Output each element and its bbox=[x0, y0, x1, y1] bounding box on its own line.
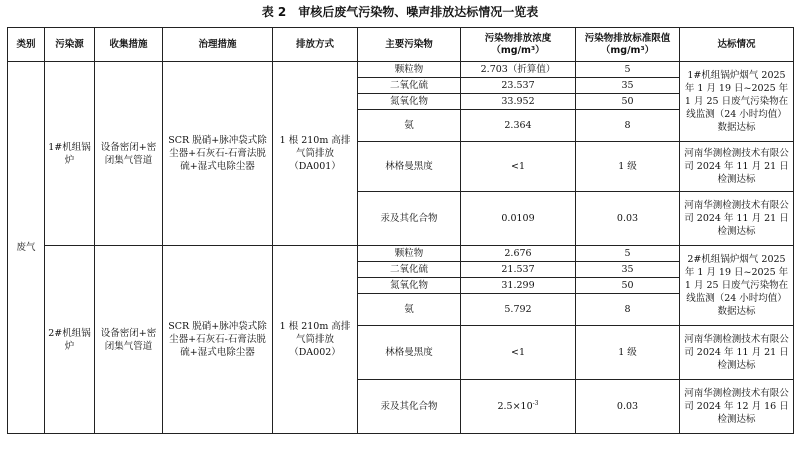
collection-cell: 设备密闭+密闭集气管道 bbox=[95, 246, 163, 434]
limit-cell: 1 级 bbox=[576, 142, 680, 192]
pollutant-cell: 汞及其化合物 bbox=[358, 192, 461, 246]
header-concentration bbox=[461, 28, 576, 62]
limit-cell: 5 bbox=[576, 246, 680, 262]
concentration-cell bbox=[461, 380, 576, 434]
limit-cell: 0.03 bbox=[576, 380, 680, 434]
pollutant-cell: 林格曼黑度 bbox=[358, 142, 461, 192]
discharge-cell: 1 根 210m 高排气筒排放（DA002） bbox=[273, 246, 358, 434]
header-status: 达标情况 bbox=[680, 28, 794, 62]
header-limit bbox=[576, 28, 680, 62]
limit-cell: 50 bbox=[576, 278, 680, 294]
header-limit-unit: （mg/m³） bbox=[600, 44, 655, 56]
header-discharge: 排放方式 bbox=[273, 28, 358, 62]
concentration-cell: 23.537 bbox=[461, 78, 576, 94]
pollutant-cell: 氮氧化物 bbox=[358, 278, 461, 294]
concentration-cell: <1 bbox=[461, 326, 576, 380]
header-concentration-unit: （mg/m³） bbox=[491, 44, 545, 56]
concentration-cell: 31.299 bbox=[461, 278, 576, 294]
concentration-value: 2.5×10 bbox=[497, 401, 533, 412]
table-row bbox=[8, 246, 794, 262]
header-collection: 收集措施 bbox=[95, 28, 163, 62]
limit-cell: 5 bbox=[576, 62, 680, 78]
pollutant-cell: 颗粒物 bbox=[358, 62, 461, 78]
header-treatment: 治理措施 bbox=[163, 28, 273, 62]
limit-cell: 8 bbox=[576, 110, 680, 142]
pollutant-cell: 汞及其化合物 bbox=[358, 380, 461, 434]
concentration-cell: 33.952 bbox=[461, 94, 576, 110]
header-row bbox=[8, 28, 794, 62]
collection-cell: 设备密闭+密闭集气管道 bbox=[95, 62, 163, 246]
pollutant-cell: 二氧化硫 bbox=[358, 262, 461, 278]
status-cell: 河南华测检测技术有限公司 2024 年 11 月 21 日检测达标 bbox=[680, 192, 794, 246]
concentration-cell: 2.364 bbox=[461, 110, 576, 142]
status-cell: 河南华测检测技术有限公司 2024 年 11 月 21 日检测达标 bbox=[680, 326, 794, 380]
concentration-cell: 5.792 bbox=[461, 294, 576, 326]
header-concentration-label: 污染物排放浓度 bbox=[484, 32, 552, 44]
header-category: 类别 bbox=[8, 28, 45, 62]
pollutant-cell: 氮氧化物 bbox=[358, 94, 461, 110]
concentration-cell: 21.537 bbox=[461, 262, 576, 278]
discharge-cell: 1 根 210m 高排气筒排放（DA001） bbox=[273, 62, 358, 246]
pollutant-cell: 颗粒物 bbox=[358, 246, 461, 262]
emission-table bbox=[7, 27, 794, 434]
header-limit-label: 污染物排放标准限值 bbox=[584, 32, 671, 44]
table-row bbox=[8, 62, 794, 78]
limit-cell: 0.03 bbox=[576, 192, 680, 246]
status-cell: 河南华测检测技术有限公司 2024 年 12 月 16 日检测达标 bbox=[680, 380, 794, 434]
pollutant-cell: 林格曼黑度 bbox=[358, 326, 461, 380]
treatment-cell: SCR 脱硝+脉冲袋式除尘器+石灰石-石膏法脱硫+湿式电除尘器 bbox=[163, 246, 273, 434]
concentration-cell: 2.703（折算值） bbox=[461, 62, 576, 78]
header-pollutant: 主要污染物 bbox=[358, 28, 461, 62]
pollutant-cell: 二氧化硫 bbox=[358, 78, 461, 94]
concentration-exponent: -3 bbox=[532, 399, 539, 407]
limit-cell: 35 bbox=[576, 262, 680, 278]
limit-cell: 35 bbox=[576, 78, 680, 94]
source-cell: 1#机组锅炉 bbox=[45, 62, 95, 246]
status-cell: 河南华测检测技术有限公司 2024 年 11 月 21 日检测达标 bbox=[680, 142, 794, 192]
concentration-cell: 2.676 bbox=[461, 246, 576, 262]
limit-cell: 50 bbox=[576, 94, 680, 110]
treatment-cell: SCR 脱硝+脉冲袋式除尘器+石灰石-石膏法脱硫+湿式电除尘器 bbox=[163, 62, 273, 246]
source-cell: 2#机组锅炉 bbox=[45, 246, 95, 434]
pollutant-cell: 氨 bbox=[358, 294, 461, 326]
status-cell: 2#机组锅炉烟气 2025 年 1 月 19 日~2025 年 1 月 25 日废气污染物在线监测（24 小时均值）数据达标 bbox=[680, 246, 794, 326]
header-source: 污染源 bbox=[45, 28, 95, 62]
concentration-cell: <1 bbox=[461, 142, 576, 192]
status-cell: 1#机组锅炉烟气 2025 年 1 月 19 日~2025 年 1 月 25 日废气污染物在线监测（24 小时均值）数据达标 bbox=[680, 62, 794, 142]
category-cell: 废气 bbox=[8, 62, 45, 434]
concentration-cell: 0.0109 bbox=[461, 192, 576, 246]
table-title: 表 2 审核后废气污染物、噪声排放达标情况一览表 bbox=[261, 5, 539, 19]
pollutant-cell: 氨 bbox=[358, 110, 461, 142]
limit-cell: 1 级 bbox=[576, 326, 680, 380]
limit-cell: 8 bbox=[576, 294, 680, 326]
